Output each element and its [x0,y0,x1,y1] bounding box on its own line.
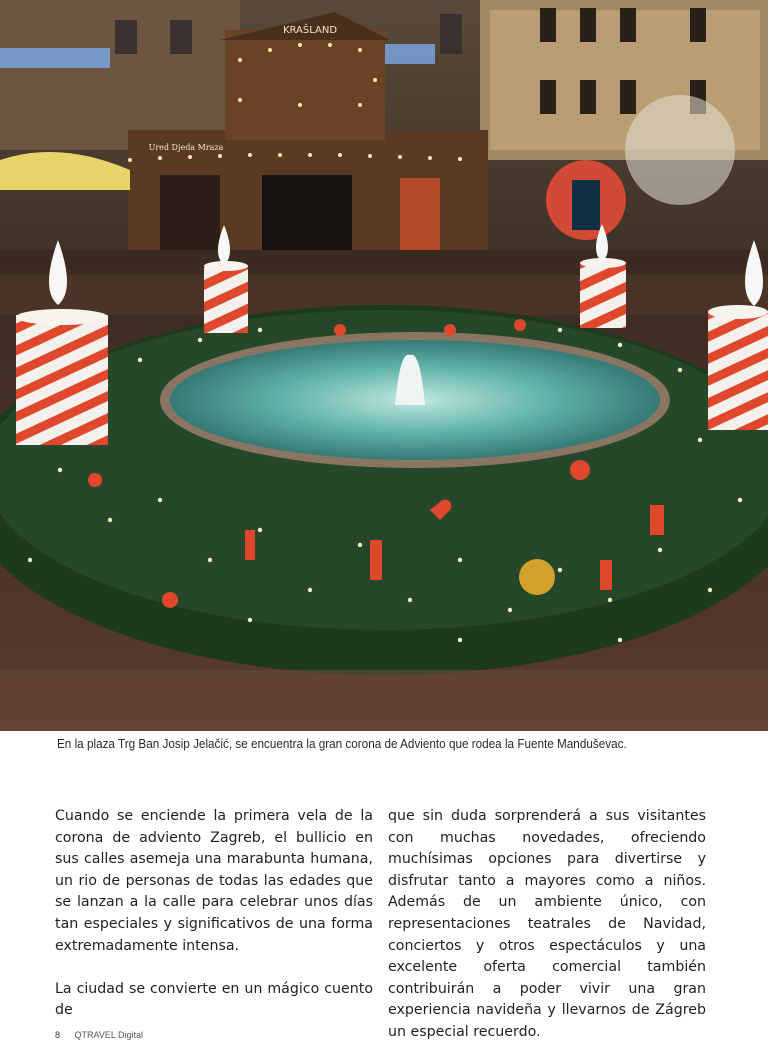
article-paragraph: que sin duda sorprenderá a sus visitantes con muchas novedades, ofreciendo muchísimas opciones para divertirse y disfrutar tanto a mayores como a niños. Además de un ambiente único, con representaciones teatrales de Navidad, conciertos y otros espectáculos y una excelente oferta comercial también contribuirán a poder vivir una gran experiencia navideña y llevarnos de Zágreb un especial recuerdo. [388,808,706,1040]
article-paragraph: La ciudad se convierte en un mágico cuento de [55,980,373,1019]
article-paragraph: Cuando se enciende la primera vela de la corona de adviento Zagreb, el bullicio en sus calles asemeja una marabunta humana, un rio de personas de todas las edades que se lanzan a la calle para celebrar unos días tan especiales y significativos de una forma extremadamente intensa. [55,808,373,954]
publication-name: QTRAVEL Digital [74,1030,144,1040]
kiosk-sign: KRAŠLAND [282,25,338,36]
kiosk-office-sign: Ured Djeda Mraza [148,143,224,152]
article-column-left [55,806,373,1022]
page-footer [55,1030,143,1040]
page-number: 8 [55,1030,61,1040]
article-column-right [388,806,706,1044]
photo-caption: En la plaza Trg Ban Josip Jelačić, se encuentra la gran corona de Adviento que rodea la Fuente Manduševac. [57,737,627,751]
